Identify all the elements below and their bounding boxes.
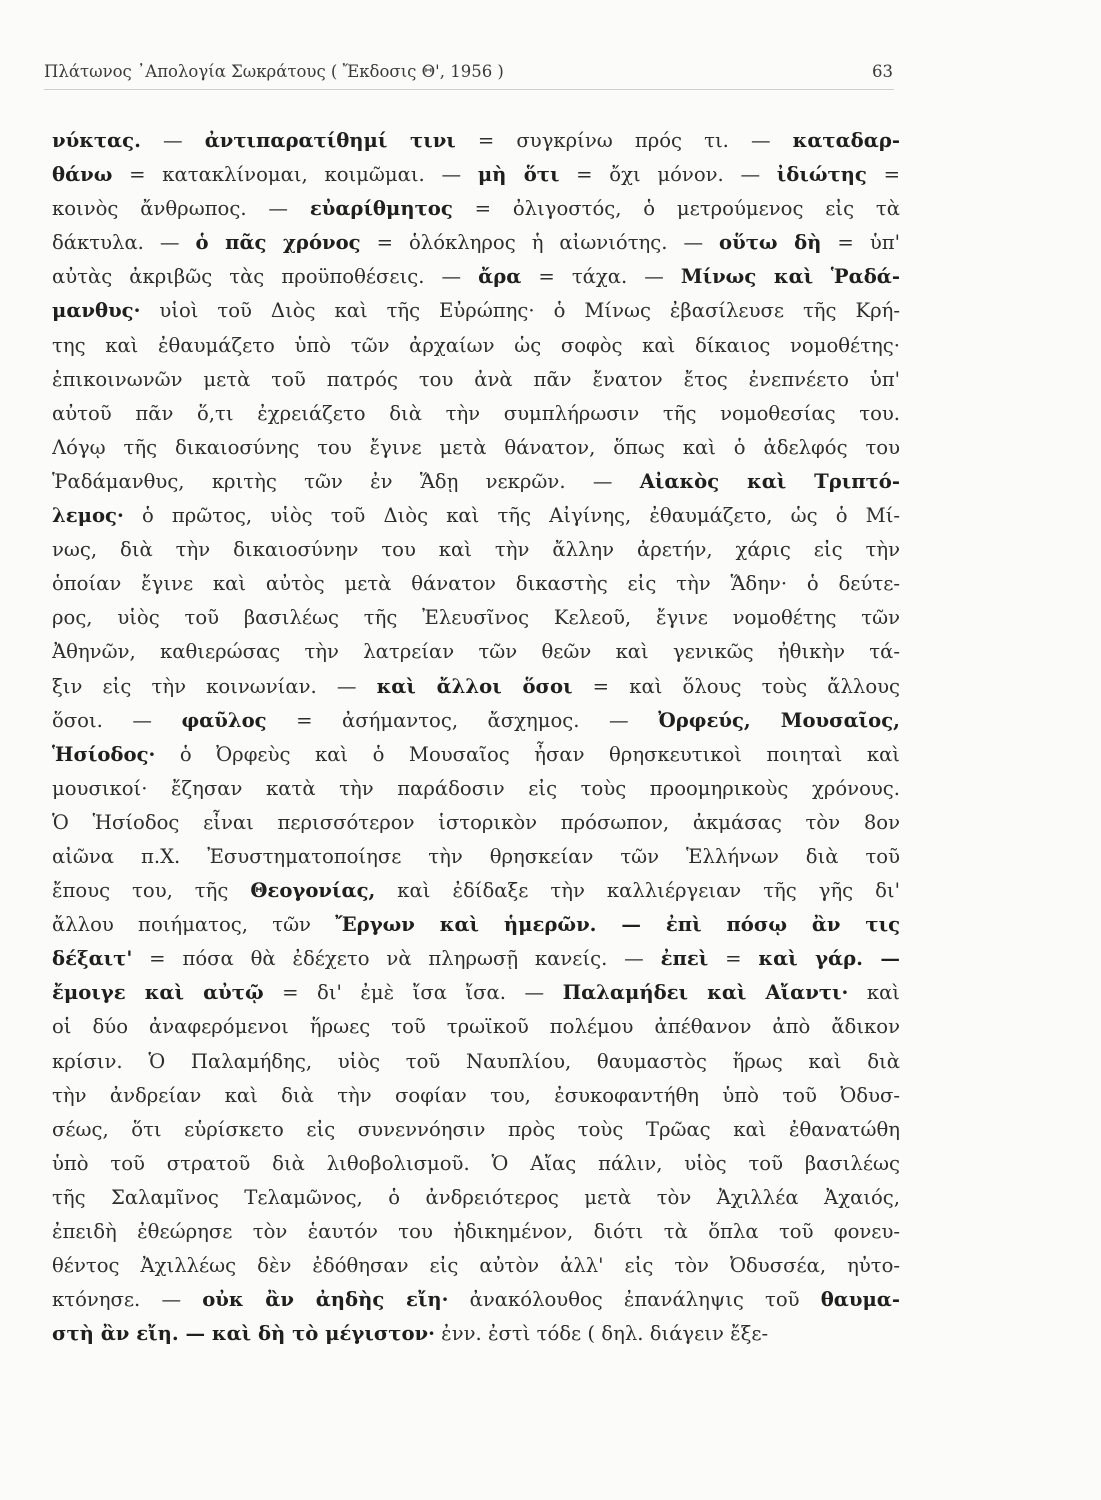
headword: στὴ ἂν εἴη. — καὶ δὴ τὸ μέγιστον· xyxy=(52,1322,435,1346)
text-line xyxy=(52,329,900,363)
text-segment: ξιν εἰς τὴν κοινωνίαν. — xyxy=(52,674,377,698)
text-segment: κοινὸς ἄνθρωπος. — xyxy=(52,197,310,221)
text-line xyxy=(52,192,900,226)
text-segment: Λόγῳ τῆς δικαιοσύνης του ἔγινε μετὰ θάνατον, ὅπως καὶ ὁ ἀδελφός του xyxy=(52,435,900,459)
headword: Ὀρφεύς, Μουσαῖος, xyxy=(658,708,900,732)
text-segment: ἀνακόλουθος ἐπανάληψις τοῦ xyxy=(448,1288,821,1312)
text-line xyxy=(52,738,900,772)
text-segment: υἱοὶ τοῦ Διὸς καὶ τῆς Εὐρώπης· ὁ Μίνως ἐβασίλευσε τῆς Κρή- xyxy=(140,299,900,323)
text-segment: σέως, ὅτι εὑρίσκετο εἰς συνεννόησιν πρὸς τοὺς Τρῶας καὶ ἐθανατώθη xyxy=(52,1117,900,1141)
text-segment: Ὁ Ἡσίοδος εἶναι περισσότερον ἱστορικὸν πρόσωπον, ἀκμάσας τὸν 8ον xyxy=(52,810,900,834)
text-segment: οἱ δύο ἀναφερόμενοι ἥρωες τοῦ τρωϊκοῦ πολέμου ἀπέθανον ἀπὸ ἄδικον xyxy=(52,1015,900,1039)
text-line xyxy=(52,1249,900,1283)
headword: φαῦλος xyxy=(181,708,267,732)
text-line xyxy=(52,976,900,1010)
text-line xyxy=(52,670,900,704)
text-line xyxy=(52,431,900,465)
text-line xyxy=(52,1045,900,1079)
headword: οὐκ ἂν ἀηδὴς εἴη· xyxy=(202,1288,449,1312)
page-number: 63 xyxy=(872,62,893,81)
text-segment: νως, διὰ τὴν δικαιοσύνην του καὶ τὴν ἄλλην ἀρετήν, χάρις εἰς τὴν xyxy=(52,538,900,562)
headword: εὐαρίθμητος xyxy=(309,197,453,221)
headword: καταδαρ- xyxy=(792,129,900,152)
text-line xyxy=(52,1010,900,1044)
text-segment: ἐπικοινωνῶν μετὰ τοῦ πατρός του ἀνὰ πᾶν ἔνατον ἔτος ἐνεπνέετο ὑπ' xyxy=(52,367,900,391)
headword: οὕτω δὴ xyxy=(719,231,822,255)
text-segment: καὶ xyxy=(848,981,900,1005)
text-segment: κτόνησε. — xyxy=(52,1288,203,1312)
text-segment: = ὁλόκληρος ἡ αἰωνιότης. — xyxy=(360,231,720,255)
text-line xyxy=(52,363,900,397)
text-segment: αὐτοῦ πᾶν ὅ,τι ἐχρειάζετο διὰ τὴν συμπλήρωσιν τῆς νομοθεσίας του. xyxy=(52,401,900,425)
headword: καὶ ἄλλοι ὅσοι xyxy=(376,674,573,698)
headword: ἄρα xyxy=(478,265,522,289)
text-line xyxy=(52,124,900,158)
text-segment: ἔπους του, τῆς xyxy=(52,879,251,903)
headword: καὶ γάρ. — xyxy=(758,947,900,971)
text-segment: = πόσα θὰ ἐδέχετο νὰ πληρωσῇ κανείς. — xyxy=(132,947,661,971)
text-line xyxy=(52,294,900,328)
text-line xyxy=(52,397,900,431)
text-line xyxy=(52,1215,900,1249)
headword: ἰδιώτης xyxy=(776,163,867,187)
text-segment: αὐτὰς ἀκριβῶς τὰς προϋποθέσεις. — xyxy=(52,265,479,289)
text-line xyxy=(52,806,900,840)
text-line xyxy=(52,908,900,942)
text-line xyxy=(52,499,900,533)
text-segment: ρος, υἱὸς τοῦ βασιλέως τῆς Ἐλευσῖνος Κελεοῦ, ἔγινε νομοθέτης τῶν xyxy=(52,606,900,630)
headword: θάνω xyxy=(52,163,113,187)
text-line xyxy=(52,1147,900,1181)
text-line xyxy=(52,1283,900,1317)
headword: Ἔργων καὶ ἡμερῶν. — ἐπὶ πόσῳ ἂν τις xyxy=(335,913,900,937)
text-line xyxy=(52,874,900,908)
text-segment: ἐπειδὴ ἐθεώρησε τὸν ἑαυτόν του ἠδικημένον, διότι τὰ ὅπλα τοῦ φονευ- xyxy=(52,1220,900,1243)
text-segment: = κατακλίνομαι, κοιμῶμαι. — xyxy=(112,163,478,187)
headword: Παλαμήδει καὶ Αἴαντι· xyxy=(562,981,849,1005)
headword: Ἡσίοδος· xyxy=(52,742,156,766)
text-line xyxy=(52,635,900,669)
text-segment: = τάχα. — xyxy=(521,265,681,289)
text-segment: ὑπὸ τοῦ στρατοῦ διὰ λιθοβολισμοῦ. Ὁ Αἴας πάλιν, υἱὸς τοῦ βασιλέως xyxy=(52,1151,900,1175)
headword: ἀντιπαρατίθημί τινι xyxy=(204,129,456,152)
text-segment: δάκτυλα. — xyxy=(52,231,196,255)
text-segment: ὁ πρῶτος, υἱὸς τοῦ Διὸς καὶ τῆς Αἰγίνης, ἐθαυμάζετο, ὡς ὁ Μί- xyxy=(123,504,900,528)
headword: Θεογονίας, xyxy=(250,879,376,903)
text-segment: ὅσοι. — xyxy=(52,708,182,732)
text-segment: = καὶ ὅλους τοὺς ἄλλους xyxy=(572,674,900,698)
text-segment: = συγκρίνω πρός τι. — xyxy=(455,129,793,152)
text-line xyxy=(52,226,900,260)
headword: μὴ ὅτι xyxy=(477,163,560,187)
text-segment: Ἀθηνῶν, καθιερώσας τὴν λατρείαν τῶν θεῶν καὶ γενικῶς ἠθικὴν τά- xyxy=(52,640,900,664)
text-line xyxy=(52,704,900,738)
text-line xyxy=(52,942,900,976)
running-head: Πλάτωνος ᾿Απολογία Σωκράτους ( Ἔκδοσις Θ', 1956 ) xyxy=(44,62,894,90)
text-segment: αἰῶνα π.Χ. Ἐσυστηματοποίησε τὴν θρησκείαν τῶν Ἑλλήνων διὰ τοῦ xyxy=(52,844,900,868)
text-segment: ὁ Ὀρφεὺς καὶ ὁ Μουσαῖος ἦσαν θρησκευτικοὶ ποιηταὶ καὶ xyxy=(155,742,900,766)
text-segment: τῆς Σαλαμῖνος Τελαμῶνος, ὁ ἀνδρειότερος μετὰ τὸν Ἀχιλλέα Ἀχαιός, xyxy=(52,1185,900,1209)
text-segment: = xyxy=(708,947,759,971)
headword: δέξαιτ' xyxy=(52,947,133,971)
text-segment: = ὄχι μόνον. — xyxy=(559,163,777,187)
text-segment: = xyxy=(866,163,900,187)
text-line xyxy=(52,1181,900,1215)
text-segment: θέντος Ἀχιλλέως δὲν ἐδόθησαν εἰς αὐτὸν ἀλλ' εἰς τὸν Ὀδυσσέα, ηὐτο- xyxy=(52,1254,900,1278)
text-line xyxy=(52,1079,900,1113)
text-segment: = ὀλιγοστός, ὁ μετρούμενος εἰς τὰ xyxy=(452,197,900,221)
text-segment: καὶ ἐδίδαξε τὴν καλλιέργειαν τῆς γῆς δι' xyxy=(375,879,900,903)
text-line xyxy=(52,533,900,567)
text-line xyxy=(52,840,900,874)
text-segment: μουσικοί· ἔζησαν κατὰ τὴν παράδοσιν εἰς τοὺς προομηρικοὺς χρόνους. xyxy=(52,776,900,800)
text-segment: ἄλλου ποιήματος, τῶν xyxy=(52,913,336,937)
text-segment: ὁποίαν ἔγινε καὶ αὐτὸς μετὰ θάνατον δικαστὴς εἰς τὴν Ἅδην· ὁ δεύτε- xyxy=(52,572,900,596)
text-segment: της καὶ ἐθαυμάζετο ὑπὸ τῶν ἀρχαίων ὡς σοφὸς καὶ δίκαιος νομοθέτης· xyxy=(52,333,900,357)
headword: μανθυς· xyxy=(52,299,141,323)
text-segment: = ὑπ' xyxy=(821,231,900,255)
text-segment: = ἀσήμαντος, ἄσχημος. — xyxy=(266,708,659,732)
text-line xyxy=(52,1113,900,1147)
text-segment: ἐνν. ἐστὶ τόδε ( δηλ. διάγειν ἔξε- xyxy=(434,1322,769,1346)
headword: θαυμα- xyxy=(820,1288,900,1312)
headword: ἐπεὶ xyxy=(660,947,709,971)
headword: ἔμοιγε καὶ αὐτῷ xyxy=(52,981,264,1005)
text-line xyxy=(52,1317,900,1351)
text-line xyxy=(52,567,900,601)
text-line xyxy=(52,601,900,635)
text-segment: κρίσιν. Ὁ Παλαμήδης, υἱὸς τοῦ Ναυπλίου, θαυμαστὸς ἥρως καὶ διὰ xyxy=(52,1049,900,1073)
text-line xyxy=(52,772,900,806)
text-segment: τὴν ἀνδρείαν καὶ διὰ τὴν σοφίαν του, ἐσυκοφαντήθη ὑπὸ τοῦ Ὀδυσ- xyxy=(52,1083,900,1107)
text-segment: — xyxy=(140,129,205,152)
text-segment: = δι' ἐμὲ ἴσα ἴσα. — xyxy=(263,981,563,1005)
headword: ὁ πᾶς χρόνος xyxy=(195,231,361,255)
headword: Μίνως καὶ Ῥαδά- xyxy=(680,265,900,289)
glossary-body-text xyxy=(52,124,900,1351)
text-segment: Ῥαδάμανθυς, κριτὴς τῶν ἐν Ἅδῃ νεκρῶν. — xyxy=(52,469,640,493)
text-line xyxy=(52,260,900,294)
text-line xyxy=(52,158,900,192)
headword: Αἰακὸς καὶ Τριπτό- xyxy=(639,469,900,493)
headword: λεμος· xyxy=(52,504,124,528)
headword: νύκτας. xyxy=(52,129,141,152)
text-line xyxy=(52,465,900,499)
